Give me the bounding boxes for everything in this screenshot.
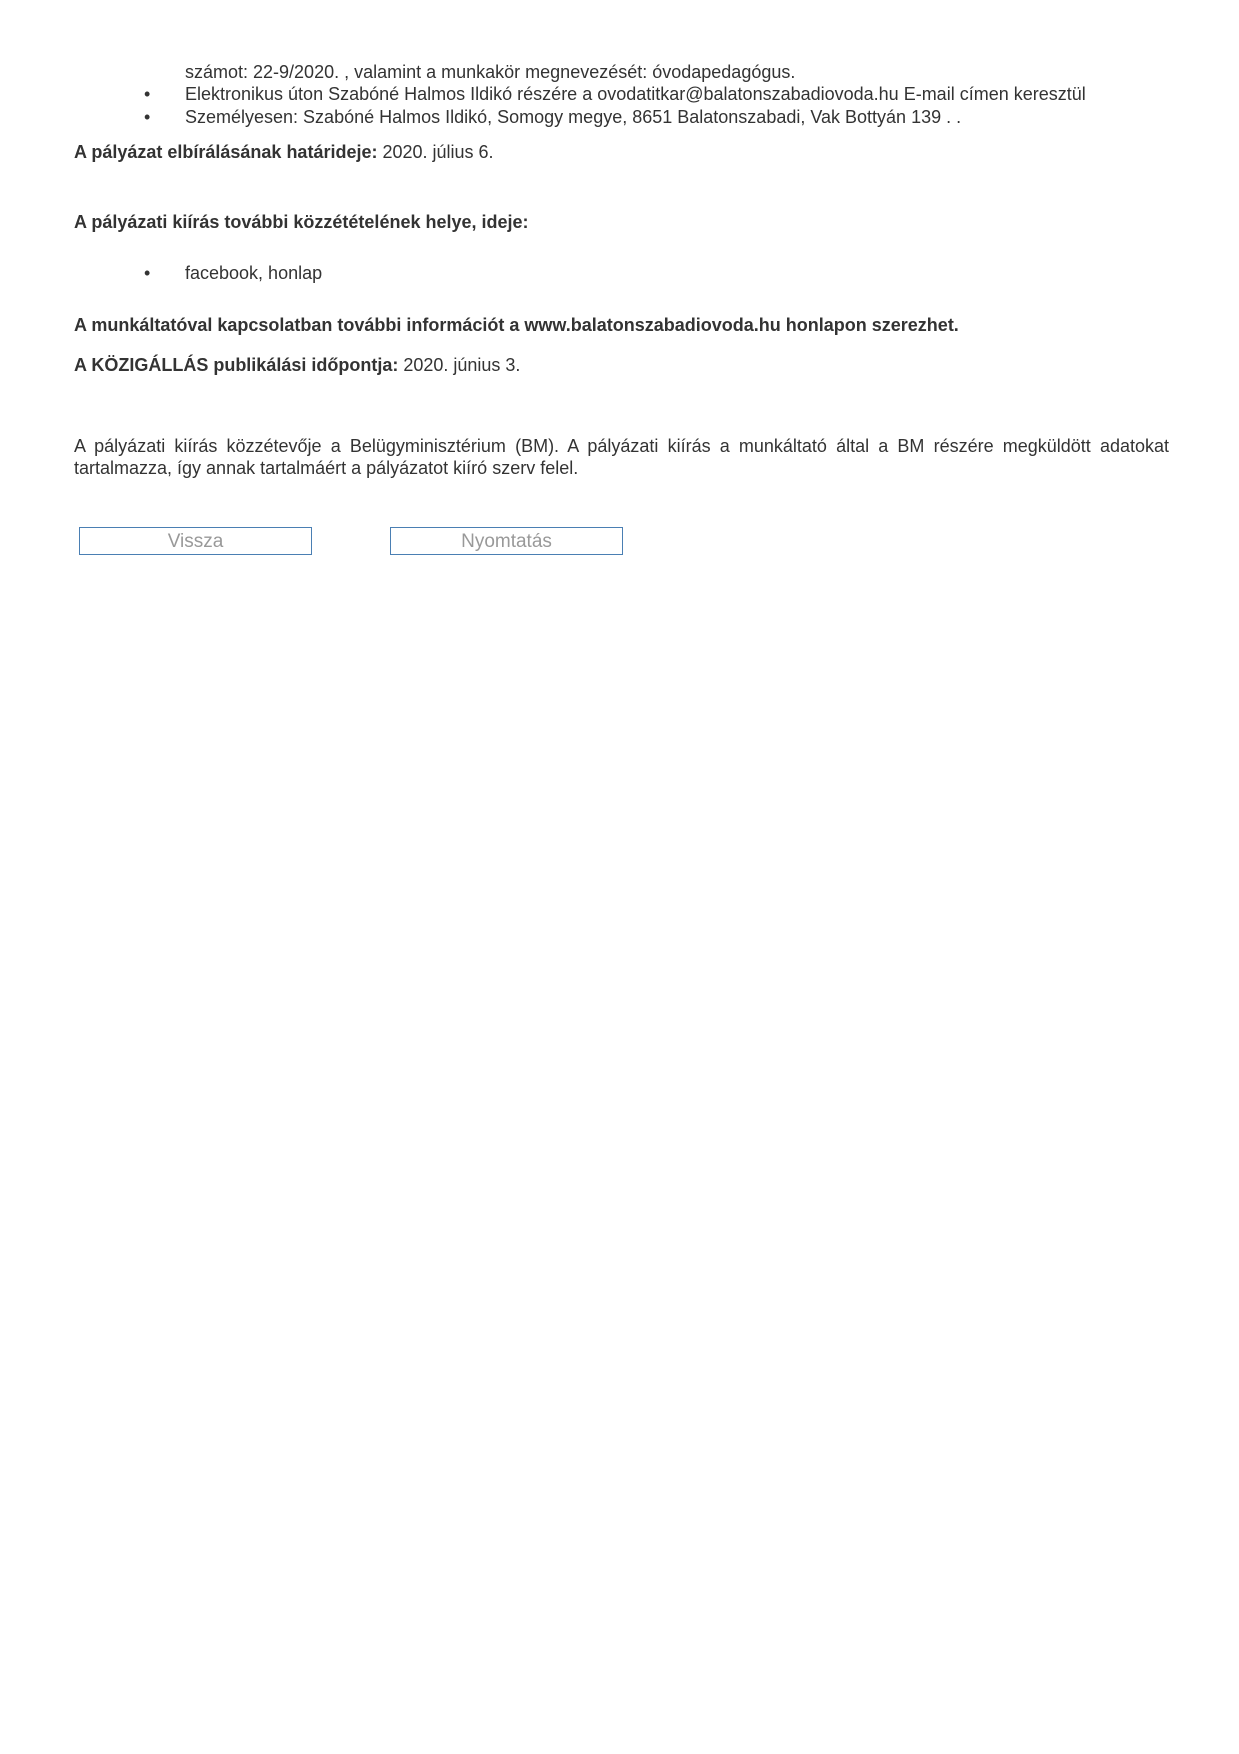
- employer-info-text: A munkáltatóval kapcsolatban további információt a www.balatonszabadiovoda.hu honlapon szerezhet.: [74, 315, 959, 335]
- publisher-disclaimer: A pályázati kiírás közzétevője a Belügyminisztérium (BM). A pályázati kiírás a munkáltató által a BM részére megküldött adatokat tartalmazza, így annak tartalmáért a pályázatot kiíró szerv felel.: [74, 436, 1169, 478]
- publication-places-heading: [74, 211, 529, 233]
- publication-date: [74, 354, 520, 376]
- application-reference-text: számot: 22-9/2020. , valamint a munkakör megnevezését: óvodapedagógus.: [185, 62, 796, 82]
- submission-methods-list: [0, 83, 1086, 129]
- publication-date-value: 2020. június 3.: [398, 355, 521, 375]
- back-button[interactable]: Vissza: [79, 527, 312, 555]
- evaluation-deadline-value: 2020. július 6.: [377, 142, 494, 162]
- employer-info: [74, 314, 959, 336]
- publication-date-label: A KÖZIGÁLLÁS publikálási időpontja:: [74, 355, 399, 375]
- list-item-personal-submission: • Személyesen: Szabóné Halmos Ildikó, Somogy megye, 8651 Balatonszabadi, Vak Bottyán 139 . .: [0, 106, 1086, 129]
- list-item-publication-place: • facebook, honlap: [0, 262, 322, 284]
- list-item-electronic-submission: • Elektronikus úton Szabóné Halmos Ildikó részére a ovodatitkar@balatonszabadiovoda.hu E-mail címen keresztül: [0, 83, 1086, 106]
- publication-places-list: [0, 262, 322, 284]
- print-button[interactable]: Nyomtatás: [390, 527, 623, 555]
- evaluation-deadline: [74, 141, 494, 163]
- publication-places-label: A pályázati kiírás további közzétételének helye, ideje:: [74, 212, 529, 232]
- evaluation-deadline-label: A pályázat elbírálásának határideje:: [74, 142, 378, 162]
